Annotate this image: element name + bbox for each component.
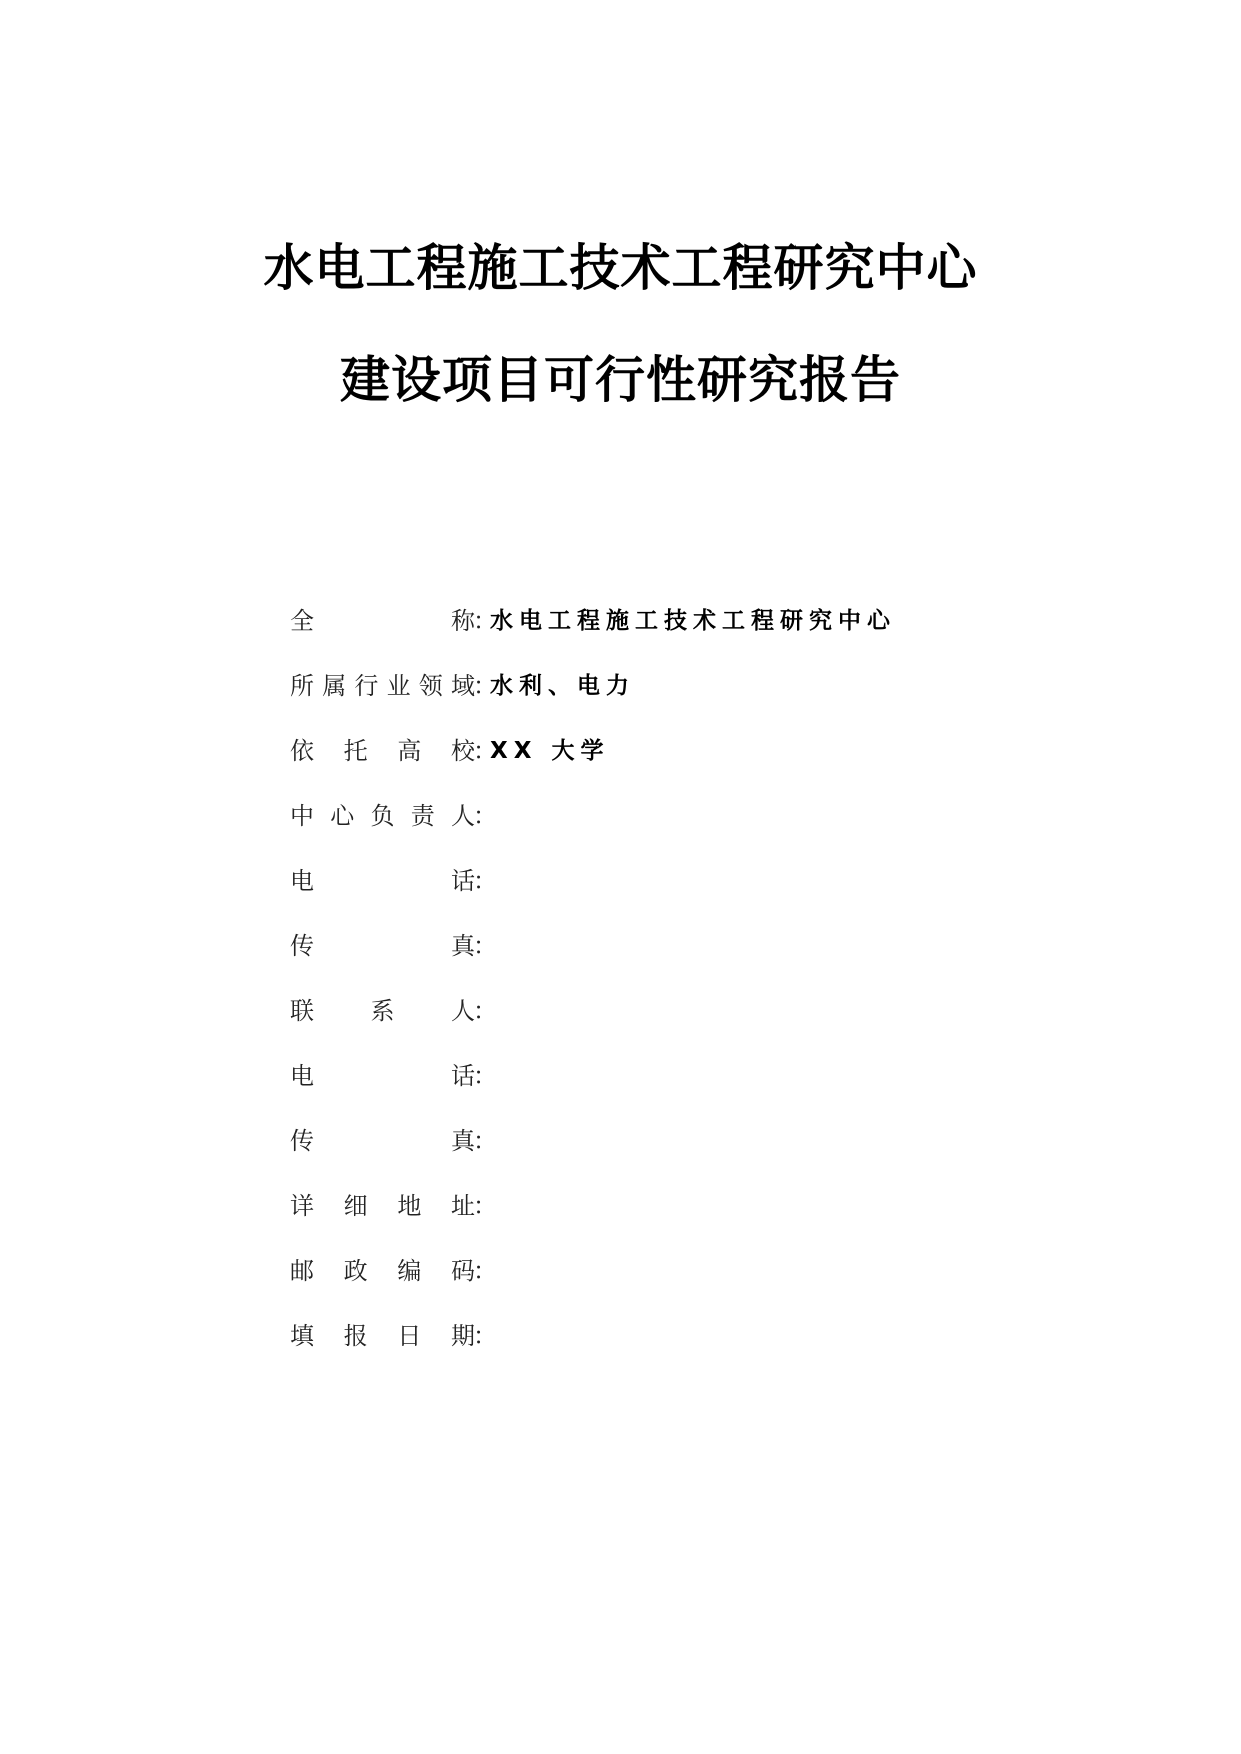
info-label-char: 填 [290,1322,314,1350]
info-label-char: 联 [290,997,314,1025]
info-label [290,1123,475,1159]
info-label [290,1318,475,1354]
info-label [290,798,475,834]
info-label-char: 地 [397,1192,422,1220]
info-label-char: 真 [451,932,475,960]
info-colon: ： [473,997,497,1025]
info-label-char: 详 [290,1192,314,1220]
info-row-host-university [290,733,1050,798]
info-label-char: 政 [343,1257,368,1285]
info-label-char: 业 [386,672,411,700]
info-label-char: 中 [290,802,314,830]
info-label-char: 域 [450,672,475,700]
info-label-char: 邮 [290,1257,314,1285]
info-row-industry-field [290,668,1050,733]
info-row-report-date [290,1318,1050,1383]
info-row-contact-fax [290,1123,1050,1188]
info-label-char: 负 [370,802,395,830]
info-colon: ： [473,1322,497,1350]
info-colon: ： [473,802,497,830]
info-label-char: 全 [290,607,314,635]
info-label-char: 校 [450,737,475,765]
info-label [290,1253,475,1289]
info-label-char: 所 [290,672,314,700]
info-row-postal-code [290,1253,1050,1318]
info-value: XX 大学 [490,738,610,764]
info-label [290,603,475,639]
info-label [290,733,475,769]
info-colon: ： [473,1192,497,1220]
info-colon: ： [473,1257,497,1285]
info-colon: ： [473,932,497,960]
info-row-contact-person [290,993,1050,1058]
info-value: 水利、电力 [490,673,635,699]
info-label-char: 心 [330,802,355,830]
info-colon: ： [473,607,497,635]
info-row-full-name [290,603,1050,668]
info-label-char: 传 [290,1127,314,1155]
info-label-char: 高 [397,737,422,765]
info-label-char: 系 [370,997,395,1025]
info-label [290,993,475,1029]
info-label-char: 称 [451,607,475,635]
info-row-address [290,1188,1050,1253]
info-row-director-fax [290,928,1050,993]
info-label-char: 址 [450,1192,475,1220]
info-colon: ： [473,672,497,700]
info-label-char: 码 [450,1257,475,1285]
info-label [290,668,475,704]
info-colon: ： [473,867,497,895]
info-label-char: 话 [451,867,475,895]
info-colon: ： [473,1127,497,1155]
info-label [290,863,475,899]
info-label [290,928,475,964]
info-colon: ： [473,1062,497,1090]
info-label [290,1188,475,1224]
info-label-char: 责 [410,802,435,830]
info-colon: ： [473,737,497,765]
info-label-char: 人 [451,997,475,1025]
info-label-char: 电 [290,867,314,895]
info-label-char: 日 [397,1322,422,1350]
info-row-contact-phone [290,1058,1050,1123]
info-label-char: 属 [322,672,347,700]
info-label-char: 电 [290,1062,314,1090]
info-row-director-phone [290,863,1050,928]
report-title-line-2: 建设项目可行性研究报告 [340,351,901,409]
info-label-char: 人 [451,802,475,830]
info-label [290,1058,475,1094]
info-label-char: 编 [397,1257,422,1285]
info-label-char: 话 [451,1062,475,1090]
info-label-char: 传 [290,932,314,960]
cover-info-list [290,603,1050,1383]
info-row-center-director [290,798,1050,863]
info-label-char: 托 [343,737,368,765]
info-label-char: 报 [343,1322,368,1350]
info-label-char: 细 [343,1192,368,1220]
info-label-char: 依 [290,737,314,765]
info-value: 水电工程施工技术工程研究中心 [490,608,896,634]
info-label-char: 领 [418,672,443,700]
info-label-char: 真 [451,1127,475,1155]
report-title-line-1: 水电工程施工技术工程研究中心 [263,239,978,297]
info-label-char: 行 [354,672,379,700]
info-label-char: 期 [450,1322,475,1350]
